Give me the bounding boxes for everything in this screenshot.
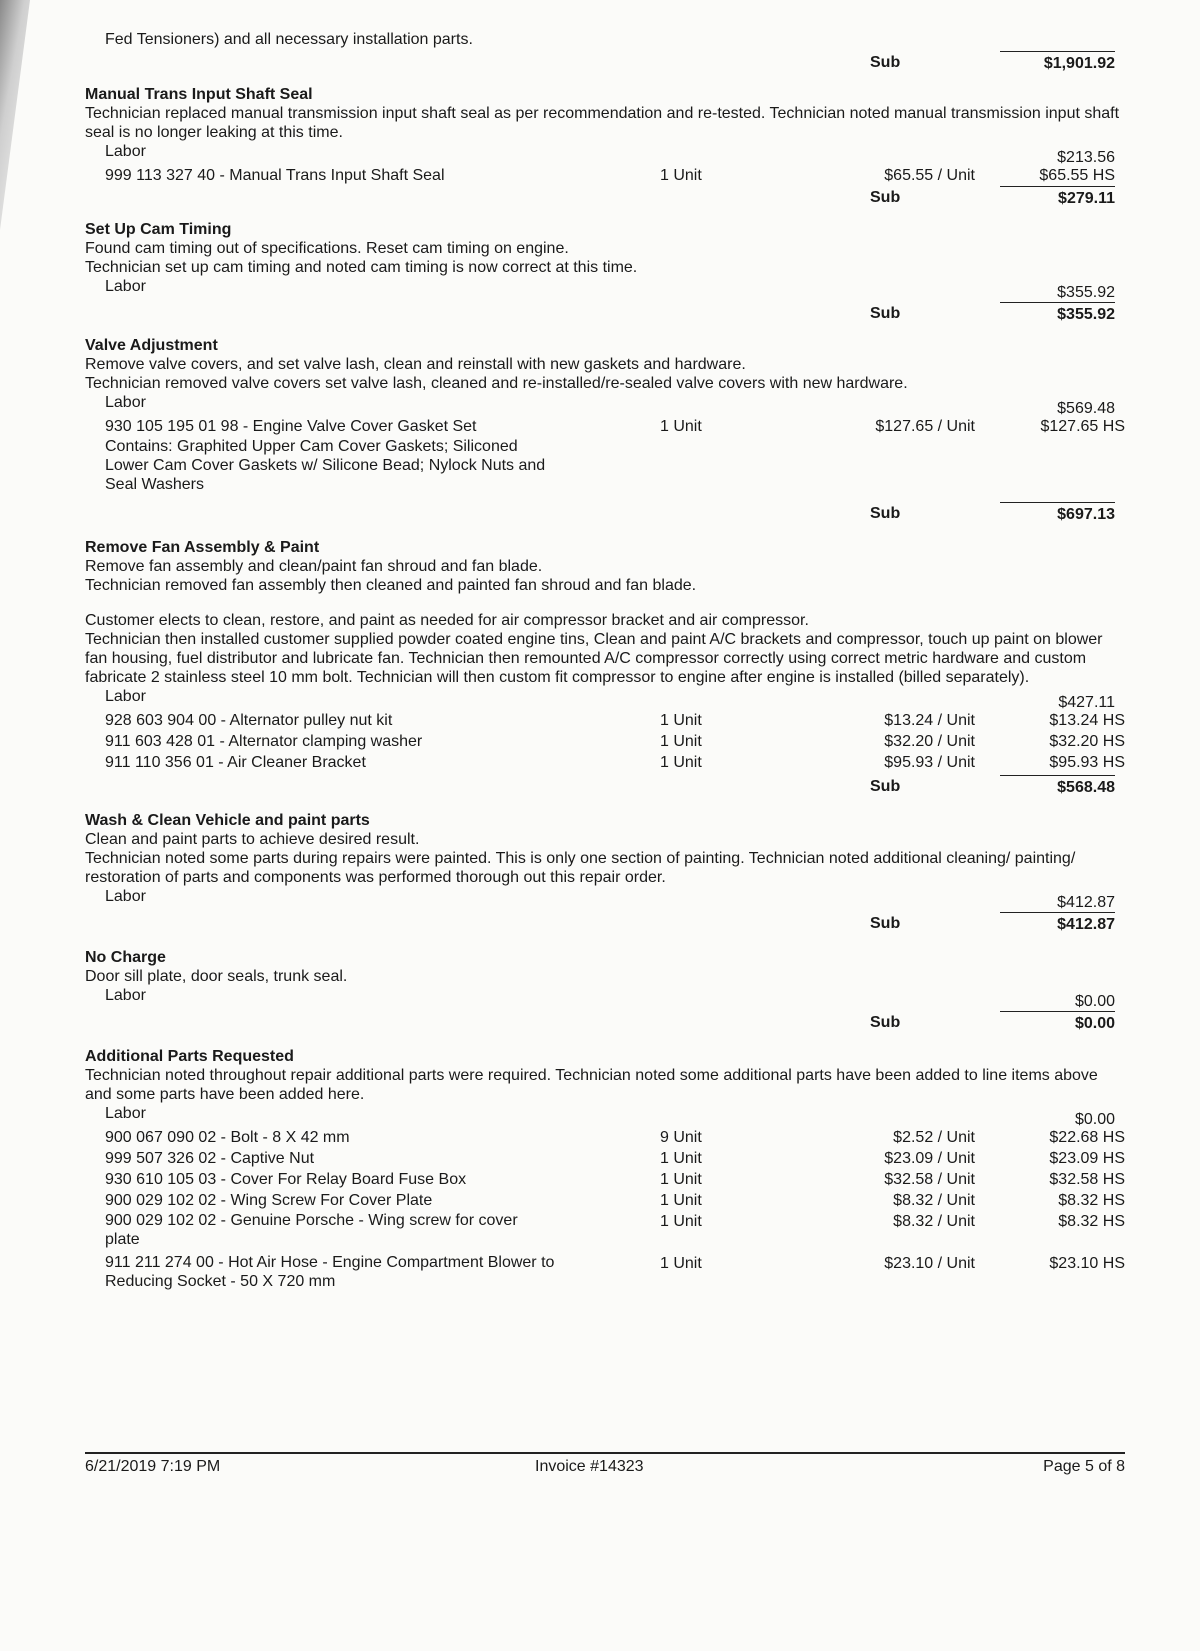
part-description: 999 507 326 02 - Captive Nut <box>105 1150 315 1167</box>
section-description: Customer elects to clean, restore, and paint as needed for air compressor bracket and air compressor. <box>85 612 809 629</box>
part-quantity: 9 Unit <box>660 1129 702 1146</box>
invoice-content <box>85 30 1125 1295</box>
part-line <box>85 1148 1125 1169</box>
part-description: 911 110 356 01 - Air Cleaner Bracket <box>105 754 366 771</box>
subtotal-amount: $0.00 <box>1000 1011 1115 1036</box>
subtotal-amount: $697.13 <box>1000 502 1115 527</box>
subtotal-amount: $279.11 <box>1000 186 1115 211</box>
part-description: 999 113 327 40 - Manual Trans Input Shaft Seal <box>105 167 445 184</box>
part-quantity: 1 Unit <box>660 733 702 750</box>
part-quantity: 1 Unit <box>660 418 702 435</box>
intro-subtotal-row <box>85 51 1125 75</box>
part-line <box>85 752 1125 773</box>
part-quantity: 1 Unit <box>660 712 702 729</box>
section-description: Clean and paint parts to achieve desired result. <box>85 831 420 848</box>
page-number: Page 5 of 8 <box>1043 1458 1125 1475</box>
labor-label: Labor <box>105 278 146 295</box>
subtotal-row <box>85 775 1125 799</box>
labor-label: Labor <box>105 394 146 411</box>
part-description: 900 029 102 02 - Genuine Porsche - Wing screw for cover plate <box>105 1212 518 1248</box>
section-title: Valve Adjustment <box>85 337 218 354</box>
part-unit-price: $127.65 / Unit <box>875 418 975 435</box>
part-quantity: 1 Unit <box>660 1255 702 1272</box>
part-line <box>85 416 1125 437</box>
section-title: Wash & Clean Vehicle and paint parts <box>85 812 370 829</box>
section-title: Manual Trans Input Shaft Seal <box>85 86 313 103</box>
part-amount: $22.68 HS <box>1049 1129 1125 1146</box>
section-description: Technician replaced manual transmission input shaft seal as per recommendation and re-tested. Technician noted manual transmission input shaft seal is no longer leaking at this time. <box>85 105 1120 141</box>
part-amount: $8.32 HS <box>1058 1192 1125 1209</box>
part-quantity: 1 Unit <box>660 1213 702 1230</box>
labor-row <box>85 393 1125 417</box>
part-unit-price: $32.58 / Unit <box>884 1171 975 1188</box>
section-cam-timing <box>85 220 1125 326</box>
section-description: Remove fan assembly and clean/paint fan shroud and fan blade. <box>85 558 543 575</box>
subtotal-amount: $568.48 <box>1000 775 1115 800</box>
section-description: Found cam timing out of specifications. Reset cam timing on engine. <box>85 240 569 257</box>
part-line <box>85 1127 1125 1148</box>
labor-label: Labor <box>105 987 146 1004</box>
part-unit-price: $23.09 / Unit <box>884 1150 975 1167</box>
part-description: 930 105 195 01 98 - Engine Valve Cover Gasket Set <box>105 418 477 435</box>
part-amount: $32.20 HS <box>1049 733 1125 750</box>
part-quantity: 1 Unit <box>660 1171 702 1188</box>
part-amount: $23.10 HS <box>1049 1255 1125 1272</box>
section-description: Technician removed valve covers set valve lash, cleaned and re-installed/re-sealed valve covers with new hardware. <box>85 375 908 392</box>
part-line <box>85 710 1125 731</box>
part-amount: $8.32 HS <box>1058 1213 1125 1230</box>
section-wash-clean <box>85 811 1125 936</box>
part-quantity: 1 Unit <box>660 1150 702 1167</box>
subtotal-label: Sub <box>870 505 901 522</box>
scan-fold-shadow <box>0 0 30 230</box>
section-additional-parts <box>85 1047 1125 1295</box>
page-footer <box>85 1452 1125 1480</box>
part-description: 911 211 274 00 - Hot Air Hose - Engine Compartment Blower to Reducing Socket - 50 X 720 mm <box>105 1254 555 1290</box>
part-quantity: 1 Unit <box>660 754 702 771</box>
invoice-number: Invoice #14323 <box>535 1458 644 1475</box>
labor-amount: $0.00 <box>1074 993 1115 1010</box>
print-datetime: 6/21/2019 7:19 PM <box>85 1458 221 1475</box>
part-line <box>85 165 1125 186</box>
labor-row <box>85 887 1125 911</box>
subtotal-amount: $412.87 <box>1000 912 1115 937</box>
part-unit-price: $65.55 / Unit <box>884 167 975 184</box>
section-description: Remove valve covers, and set valve lash, clean and reinstall with new gaskets and hardware. <box>85 356 746 373</box>
part-unit-price: $8.32 / Unit <box>893 1213 975 1230</box>
subtotal-amount: $1,901.92 <box>1000 51 1115 76</box>
subtotal-row <box>85 912 1125 936</box>
labor-row <box>85 142 1125 166</box>
labor-amount: $213.56 <box>1057 149 1115 166</box>
subtotal-label: Sub <box>870 1014 901 1031</box>
section-title: No Charge <box>85 949 166 966</box>
part-description: 900 029 102 02 - Wing Screw For Cover Plate <box>105 1192 433 1209</box>
section-title: Additional Parts Requested <box>85 1048 294 1065</box>
section-description: Technician noted some parts during repairs were painted. This is only one section of painting. Technician noted additional cleaning/ painting/ restoration of parts and components was performed thorough out this repair order. <box>85 850 1076 886</box>
part-line <box>85 1169 1125 1190</box>
subtotal-amount: $355.92 <box>1000 302 1115 327</box>
intro-text: Fed Tensioners) and all necessary installation parts. <box>105 31 473 48</box>
part-unit-price: $2.52 / Unit <box>893 1129 975 1146</box>
subtotal-label: Sub <box>870 778 901 795</box>
part-amount: $65.55 HS <box>1039 167 1115 184</box>
labor-row <box>85 277 1125 301</box>
section-title: Set Up Cam Timing <box>85 221 232 238</box>
section-description: Technician noted throughout repair additional parts were required. Technician noted some additional parts have been added to line items above and some parts have been added here. <box>85 1067 1098 1103</box>
part-line <box>85 1211 1125 1253</box>
labor-amount: $427.11 <box>1058 694 1115 711</box>
subtotal-row <box>85 302 1125 326</box>
subtotal-label: Sub <box>870 305 901 322</box>
labor-amount: $0.00 <box>1074 1111 1115 1128</box>
part-description: 928 603 904 00 - Alternator pulley nut kit <box>105 712 393 729</box>
part-unit-price: $8.32 / Unit <box>893 1192 975 1209</box>
section-description: Technician then installed customer supplied powder coated engine tins, Clean and paint A/C brackets and compressor, touch up paint on blower fan housing, fuel distributor and lubricate fan. Technician then remounted A/C compressor correctly using correct metric hardware and custom fabricate 2 stainless steel 10 mm bolt. Technician will then custom fit compressor to engine after engine is installed (billed separately). <box>85 631 1103 686</box>
part-quantity: 1 Unit <box>660 1192 702 1209</box>
section-manual-trans-seal <box>85 85 1125 210</box>
part-amount: $13.24 HS <box>1049 712 1125 729</box>
labor-row <box>85 1104 1125 1128</box>
labor-amount: $355.92 <box>1057 284 1115 301</box>
part-unit-price: $32.20 / Unit <box>884 733 975 750</box>
part-description: 930 610 105 03 - Cover For Relay Board Fuse Box <box>105 1171 467 1188</box>
subtotal-label: Sub <box>870 189 901 206</box>
labor-label: Labor <box>105 688 146 705</box>
section-fan-assembly <box>85 538 1125 799</box>
labor-row <box>85 986 1125 1010</box>
section-title: Remove Fan Assembly & Paint <box>85 539 320 556</box>
part-quantity: 1 Unit <box>660 167 702 184</box>
part-unit-price: $23.10 / Unit <box>884 1255 975 1272</box>
part-line <box>85 731 1125 752</box>
subtotal-row <box>85 186 1125 210</box>
subtotal-row <box>85 1011 1125 1035</box>
subtotal-label: Sub <box>870 915 901 932</box>
labor-amount: $412.87 <box>1057 894 1115 911</box>
part-unit-price: $95.93 / Unit <box>884 754 975 771</box>
section-description: Technician removed fan assembly then cleaned and painted fan shroud and fan blade. <box>85 577 697 594</box>
part-amount: $32.58 HS <box>1049 1171 1125 1188</box>
part-description: 900 067 090 02 - Bolt - 8 X 42 mm <box>105 1129 350 1146</box>
labor-label: Labor <box>105 1105 146 1122</box>
part-unit-price: $13.24 / Unit <box>884 712 975 729</box>
section-no-charge <box>85 948 1125 1035</box>
section-description: Technician set up cam timing and noted cam timing is now correct at this time. <box>85 259 638 276</box>
labor-row <box>85 687 1125 711</box>
part-line <box>85 1253 1125 1295</box>
labor-label: Labor <box>105 888 146 905</box>
part-amount: $127.65 HS <box>1040 418 1125 435</box>
part-amount: $95.93 HS <box>1049 754 1125 771</box>
labor-label: Labor <box>105 143 146 160</box>
part-description: 911 603 428 01 - Alternator clamping washer <box>105 733 423 750</box>
subtotal-row <box>85 502 1125 526</box>
labor-amount: $569.48 <box>1057 400 1115 417</box>
part-contents-note: Contains: Graphited Upper Cam Cover Gaskets; Siliconed Lower Cam Cover Gaskets w/ Silicone Bead; Nylock Nuts and Seal Washers <box>105 438 546 493</box>
part-amount: $23.09 HS <box>1049 1150 1125 1167</box>
section-description: Door sill plate, door seals, trunk seal. <box>85 968 348 985</box>
subtotal-label: Sub <box>870 54 901 71</box>
section-valve-adjustment <box>85 336 1125 526</box>
part-line <box>85 1190 1125 1211</box>
